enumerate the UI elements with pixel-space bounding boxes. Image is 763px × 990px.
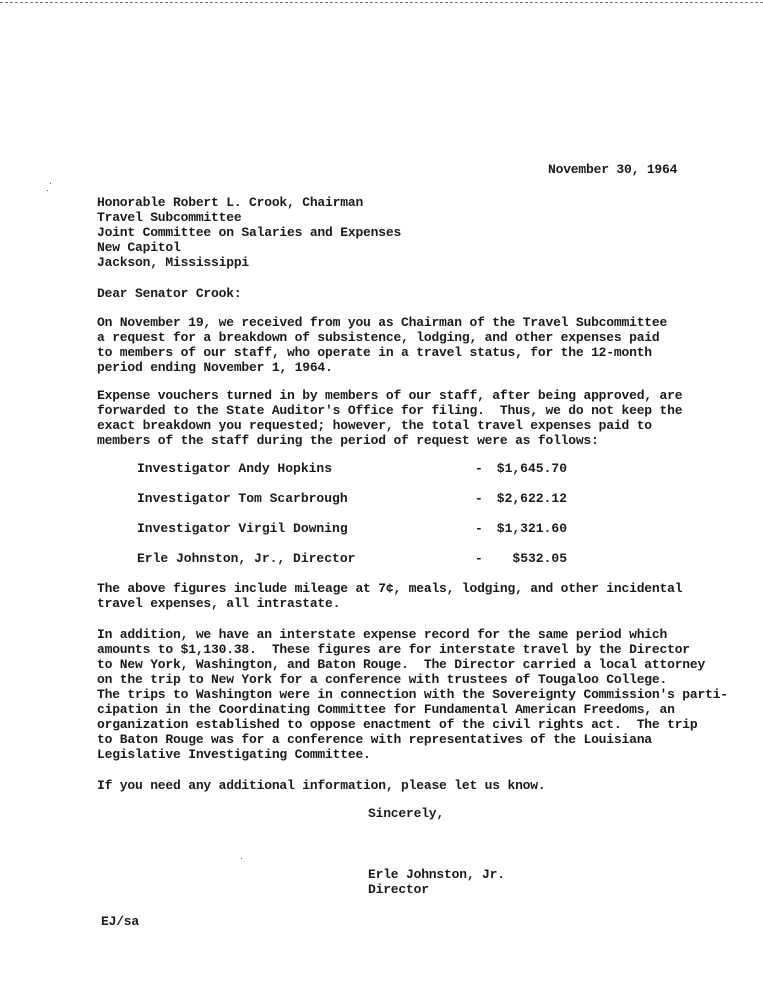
address-line: Honorable Robert L. Crook, Chairman <box>97 195 364 210</box>
paragraph-interstate <box>97 627 728 762</box>
inside-address <box>97 195 401 270</box>
paragraph-line: exact breakdown you requested; however, the total travel expenses paid to <box>97 418 652 433</box>
expense-name: Investigator Andy Hopkins <box>137 461 333 476</box>
salutation: Dear Senator Crook: <box>97 286 242 301</box>
expense-row <box>137 551 577 581</box>
paragraph-line: The trips to Washington were in connection with the Sovereignty Commission's parti- <box>97 687 728 702</box>
expense-dash: - <box>475 551 483 566</box>
paragraph-line: Expense vouchers turned in by members of our staff, after being approved, are <box>97 388 683 403</box>
paragraph-line: to members of our staff, who operate in a travel status, for the 12-month <box>97 345 652 360</box>
paragraph-line: The above figures include mileage at 7¢, meals, lodging, and other incidental <box>97 581 683 596</box>
expense-row <box>137 461 577 491</box>
paragraph-line: a request for a breakdown of subsistence, lodging, and other expenses paid <box>97 330 660 345</box>
address-line: New Capitol <box>97 240 181 255</box>
paragraph-line: organization established to oppose enactment of the civil rights act. The trip <box>97 717 698 732</box>
expense-list <box>137 461 577 581</box>
expense-amount: $2,622.12 <box>496 491 567 506</box>
paragraph-line: period ending November 1, 1964. <box>97 360 333 375</box>
paragraph-line: to Baton Rouge was for a conference with representatives of the Louisiana <box>97 732 652 747</box>
signature-block <box>368 867 505 897</box>
expense-dash: - <box>475 491 483 506</box>
paragraph-request <box>97 315 667 375</box>
expense-name: Investigator Virgil Downing <box>137 521 348 536</box>
paragraph-line: members of the staff during the period of request were as follows: <box>97 433 599 448</box>
letter-date: November 30, 1964 <box>548 162 678 177</box>
paragraph-line: on the trip to New York for a conference with trustees of Tougaloo College. <box>97 672 668 687</box>
address-line: Joint Committee on Salaries and Expenses <box>97 225 402 240</box>
paragraph-line: forwarded to the State Auditor's Office for filing. Thus, we do not keep the <box>97 403 683 418</box>
paragraph-line: to New York, Washington, and Baton Rouge. The Director carried a local attorney <box>97 657 706 672</box>
paragraph-mileage <box>97 581 682 611</box>
paragraph-closing-note: If you need any additional information, please let us know. <box>97 778 546 793</box>
address-line: Travel Subcommittee <box>97 210 242 225</box>
paragraph-line: Legislative Investigating Committee. <box>97 747 371 762</box>
paper-speck <box>47 190 48 191</box>
expense-row <box>137 491 577 521</box>
signer-title: Director <box>368 882 429 897</box>
paragraph-line: On November 19, we received from you as Chairman of the Travel Subcommittee <box>97 315 668 330</box>
reference-initials: EJ/sa <box>101 914 140 929</box>
expense-name: Erle Johnston, Jr., Director <box>137 551 356 566</box>
paragraph-line: In addition, we have an interstate expense record for the same period which <box>97 627 668 642</box>
expense-row <box>137 521 577 551</box>
paper-speck <box>241 858 242 859</box>
address-line: Jackson, Mississippi <box>97 255 250 270</box>
expense-amount: $532.05 <box>512 551 567 566</box>
complimentary-close: Sincerely, <box>368 806 445 821</box>
paragraph-line: cipation in the Coordinating Committee for Fundamental American Freedoms, an <box>97 702 675 717</box>
paragraph-vouchers <box>97 388 682 448</box>
signer-name: Erle Johnston, Jr. <box>368 867 505 882</box>
expense-amount: $1,321.60 <box>496 521 567 536</box>
expense-amount: $1,645.70 <box>496 461 567 476</box>
page-top-edge <box>0 2 763 3</box>
paragraph-line: travel expenses, all intrastate. <box>97 596 341 611</box>
paper-speck <box>50 183 51 184</box>
paragraph-line: amounts to $1,130.38. These figures are for interstate travel by the Director <box>97 642 690 657</box>
expense-dash: - <box>475 521 483 536</box>
expense-dash: - <box>475 461 483 476</box>
expense-name: Investigator Tom Scarbrough <box>137 491 348 506</box>
